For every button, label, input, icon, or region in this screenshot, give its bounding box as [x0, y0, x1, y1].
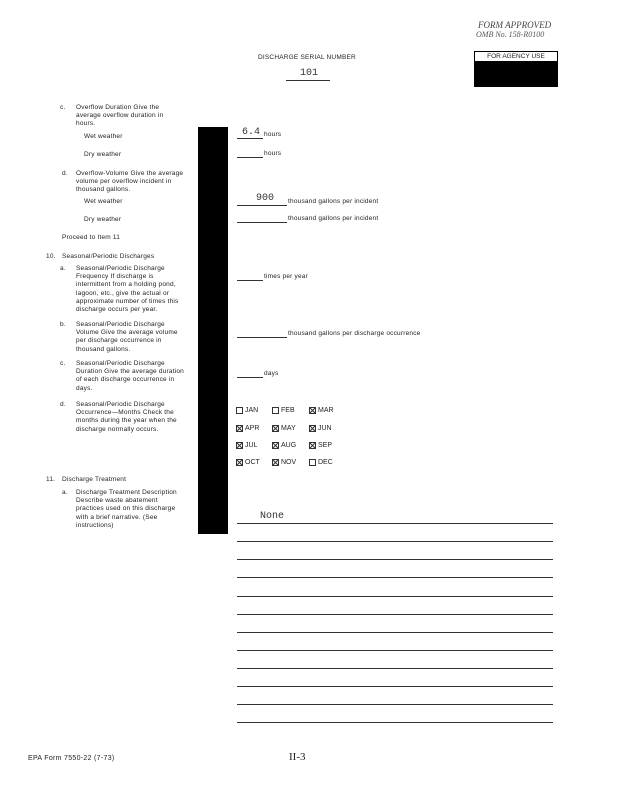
item-10-title: Seasonal/Periodic Discharges — [62, 253, 155, 260]
agency-use-box — [474, 51, 558, 87]
month-jan-checkbox[interactable] — [236, 407, 243, 414]
month-feb-checkbox[interactable] — [272, 407, 279, 414]
month-dec-checkbox[interactable] — [309, 459, 316, 466]
month-jun-label: JUN — [318, 425, 332, 432]
overflow-duration-dry-unit: hours — [264, 150, 282, 157]
month-apr-checkbox[interactable] — [236, 425, 243, 432]
item-10a-label: Seasonal/Periodic Discharge Frequency If discharge is intermittent from a holding pond, lagoon, etc., give the actual or approximate number of times this discharge occurs per year. — [76, 265, 179, 314]
month-jul[interactable] — [236, 441, 257, 450]
month-sep-checkbox[interactable] — [309, 442, 316, 449]
serial-underline — [286, 80, 330, 81]
overflow-volume-wet-value[interactable]: 900 — [256, 193, 275, 204]
narrative-line[interactable] — [237, 614, 553, 615]
discharge-volume-line[interactable] — [237, 337, 287, 338]
item-9c-wet-label: Wet weather — [84, 133, 123, 140]
item-10d-letter: d. — [60, 401, 66, 408]
month-jun[interactable] — [309, 424, 332, 433]
narrative-line[interactable] — [237, 668, 553, 669]
overflow-volume-wet-line — [237, 205, 287, 206]
month-apr[interactable] — [236, 424, 259, 433]
item-11a-letter: a. — [62, 489, 68, 496]
overflow-duration-wet-unit: hours — [264, 131, 282, 138]
item-10a-letter: a. — [60, 265, 66, 272]
month-may-checkbox[interactable] — [272, 425, 279, 432]
item-11-number: 11. — [46, 476, 56, 483]
narrative-line[interactable] — [237, 686, 553, 687]
month-oct[interactable] — [236, 458, 260, 467]
month-jul-label: JUL — [245, 442, 258, 449]
item-10b-label: Seasonal/Periodic Discharge Volume Give the average volume per discharge occurrence in thousand gallons. — [76, 321, 178, 353]
narrative-line[interactable] — [237, 650, 553, 651]
month-mar-label: MAR — [318, 407, 334, 414]
redaction-bar — [198, 127, 228, 534]
form-id: EPA Form 7550-22 (7-73) — [28, 755, 115, 762]
item-9d-label: Overflow-Volume Give the average volume per overflow incident in thousand gallons. — [76, 170, 184, 194]
month-sep-label: SEP — [318, 442, 333, 449]
month-oct-checkbox[interactable] — [236, 459, 243, 466]
narrative-line[interactable] — [237, 722, 553, 723]
item-10-number: 10. — [46, 253, 56, 260]
month-dec-label: DEC — [318, 459, 333, 466]
month-jun-checkbox[interactable] — [309, 425, 316, 432]
narrative-line[interactable] — [237, 523, 553, 524]
narrative-line[interactable] — [237, 704, 553, 705]
month-feb[interactable] — [272, 406, 295, 415]
narrative-line[interactable] — [237, 577, 553, 578]
overflow-volume-dry-unit: thousand gallons per incident — [288, 215, 379, 222]
month-may-label: MAY — [281, 425, 296, 432]
discharge-serial-value[interactable]: 101 — [300, 68, 319, 79]
month-oct-label: OCT — [245, 459, 260, 466]
month-jan[interactable] — [236, 406, 258, 415]
item-9d-dry-label: Dry weather — [84, 216, 122, 223]
month-dec[interactable] — [309, 458, 333, 467]
narrative-line[interactable] — [237, 632, 553, 633]
month-nov-checkbox[interactable] — [272, 459, 279, 466]
month-aug-checkbox[interactable] — [272, 442, 279, 449]
month-apr-label: APR — [245, 425, 260, 432]
month-aug-label: AUG — [281, 442, 297, 449]
month-may[interactable] — [272, 424, 296, 433]
month-aug[interactable] — [272, 441, 296, 450]
item-11a-label: Discharge Treatment Description Describe waste abatement practices used on this discharge with a brief narrative. (See instructions) — [76, 489, 177, 529]
item-9c-label: Overflow Duration Give the average overflow duration in hours. — [76, 104, 164, 128]
month-feb-label: FEB — [281, 407, 295, 414]
narrative-line[interactable] — [237, 541, 553, 542]
item-9d-wet-label: Wet weather — [84, 198, 123, 205]
item-10d-label: Seasonal/Periodic Discharge Occurrence—Months Check the months during the year when the discharge normally occurs. — [76, 401, 177, 433]
overflow-duration-dry-line[interactable] — [237, 157, 263, 158]
overflow-volume-wet-unit: thousand gallons per incident — [288, 198, 379, 205]
form-approved: FORM APPROVED — [478, 20, 552, 30]
narrative-line[interactable] — [237, 559, 553, 560]
frequency-line[interactable] — [237, 280, 263, 281]
month-jan-label: JAN — [245, 407, 259, 414]
frequency-unit: times per year — [264, 273, 308, 280]
month-nov-label: NOV — [281, 459, 297, 466]
discharge-volume-unit: thousand gallons per discharge occurrence — [288, 330, 421, 337]
item-9c-letter: c. — [60, 104, 66, 111]
page-number: II-3 — [289, 751, 306, 763]
month-mar[interactable] — [309, 406, 334, 415]
month-sep[interactable] — [309, 441, 332, 450]
item-10b-letter: b. — [60, 321, 66, 328]
item-9d-letter: d. — [62, 170, 68, 177]
overflow-duration-wet-value[interactable]: 6.4 — [242, 127, 261, 138]
overflow-volume-dry-line[interactable] — [237, 222, 287, 223]
overflow-duration-wet-line — [237, 138, 263, 139]
narrative-line[interactable] — [237, 596, 553, 597]
omb-number: OMB No. 158-R0100 — [476, 30, 545, 39]
item-10c-label: Seasonal/Periodic Discharge Duration Give the average duration of each discharge occurrence in days. — [76, 360, 184, 392]
discharge-duration-unit: days — [264, 370, 279, 377]
month-nov[interactable] — [272, 458, 296, 467]
item-10c-letter: c. — [60, 360, 66, 367]
agency-use-label: FOR AGENCY USE — [475, 52, 557, 62]
month-mar-checkbox[interactable] — [309, 407, 316, 414]
item-9c-dry-label: Dry weather — [84, 151, 122, 158]
discharge-serial-label: DISCHARGE SERIAL NUMBER — [258, 54, 356, 61]
treatment-description-value[interactable]: None — [260, 511, 285, 522]
month-jul-checkbox[interactable] — [236, 442, 243, 449]
item-11-title: Discharge Treatment — [62, 476, 127, 483]
proceed-instruction: Proceed to Item 11 — [62, 234, 121, 241]
discharge-duration-line[interactable] — [237, 377, 263, 378]
